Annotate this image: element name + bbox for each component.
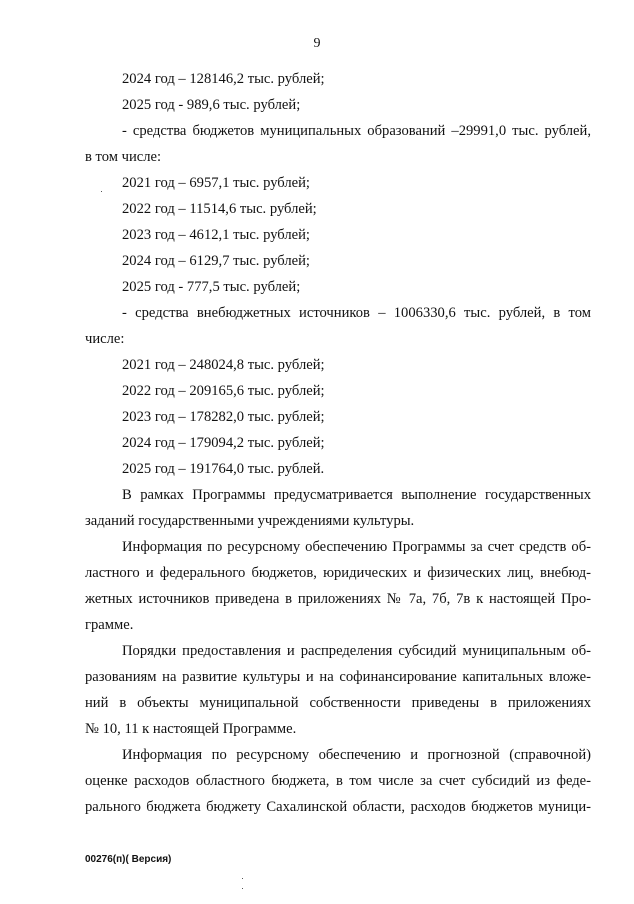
text-line: ластного и федерального бюджетов, юридических и физических лиц, внебюд- [85, 565, 591, 581]
text-line: 2025 год – 191764,0 тыс. рублей. [122, 461, 325, 477]
document-footer-code: 00276(п)( Версия) [85, 854, 172, 865]
text-line: - средства бюджетов муниципальных образований –29991,0 тыс. рублей, [122, 123, 591, 139]
text-line: 2021 год – 6957,1 тыс. рублей; [122, 175, 310, 191]
document-body [85, 66, 591, 820]
text-line: 2024 год – 128146,2 тыс. рублей; [122, 71, 325, 87]
text-line: 2021 год – 248024,8 тыс. рублей; [122, 357, 325, 373]
text-line: - средства внебюджетных источников – 1006330,6 тыс. рублей, в том [122, 305, 591, 321]
text-line: рального бюджета бюджету Сахалинской области, расходов бюджетов муници- [85, 799, 591, 815]
text-line: Порядки предоставления и распределения субсидий муниципальным об- [122, 643, 591, 659]
text-line: 2022 год – 209165,6 тыс. рублей; [122, 383, 325, 399]
text-line: разованиям на развитие культуры и на софинансирование капитальных вложе- [85, 669, 591, 685]
text-line: ний в объекты муниципальной собственности приведены в приложениях [85, 695, 591, 711]
text-line: 2023 год – 4612,1 тыс. рублей; [122, 227, 310, 243]
text-line: оценке расходов областного бюджета, в том числе за счет субсидий из феде- [85, 773, 591, 789]
page-number: 9 [313, 36, 321, 51]
text-line: Информация по ресурсному обеспечению и прогнозной (справочной) [122, 747, 591, 763]
text-line: В рамках Программы предусматривается выполнение государственных [122, 487, 591, 503]
text-line: 2024 год – 6129,7 тыс. рублей; [122, 253, 310, 269]
text-line: 2022 год – 11514,6 тыс. рублей; [122, 201, 317, 217]
text-line: жетных источников приведена в приложениях № 7а, 7б, 7в к настоящей Про- [85, 591, 591, 607]
scan-speck [242, 878, 243, 879]
scan-speck [242, 888, 243, 889]
text-line: 2025 год - 989,6 тыс. рублей; [122, 97, 301, 113]
scan-speck [101, 191, 102, 192]
text-line: заданий государственными учреждениями культуры. [85, 513, 415, 529]
text-line: 2024 год – 179094,2 тыс. рублей; [122, 435, 325, 451]
text-line: № 10, 11 к настоящей Программе. [85, 721, 297, 737]
text-line: 2025 год - 777,5 тыс. рублей; [122, 279, 301, 295]
text-line: грамме. [85, 617, 134, 633]
text-line: числе: [85, 331, 125, 347]
text-line: Информация по ресурсному обеспечению Программы за счет средств об- [122, 539, 591, 555]
text-line: в том числе: [85, 149, 162, 165]
text-line: 2023 год – 178282,0 тыс. рублей; [122, 409, 325, 425]
